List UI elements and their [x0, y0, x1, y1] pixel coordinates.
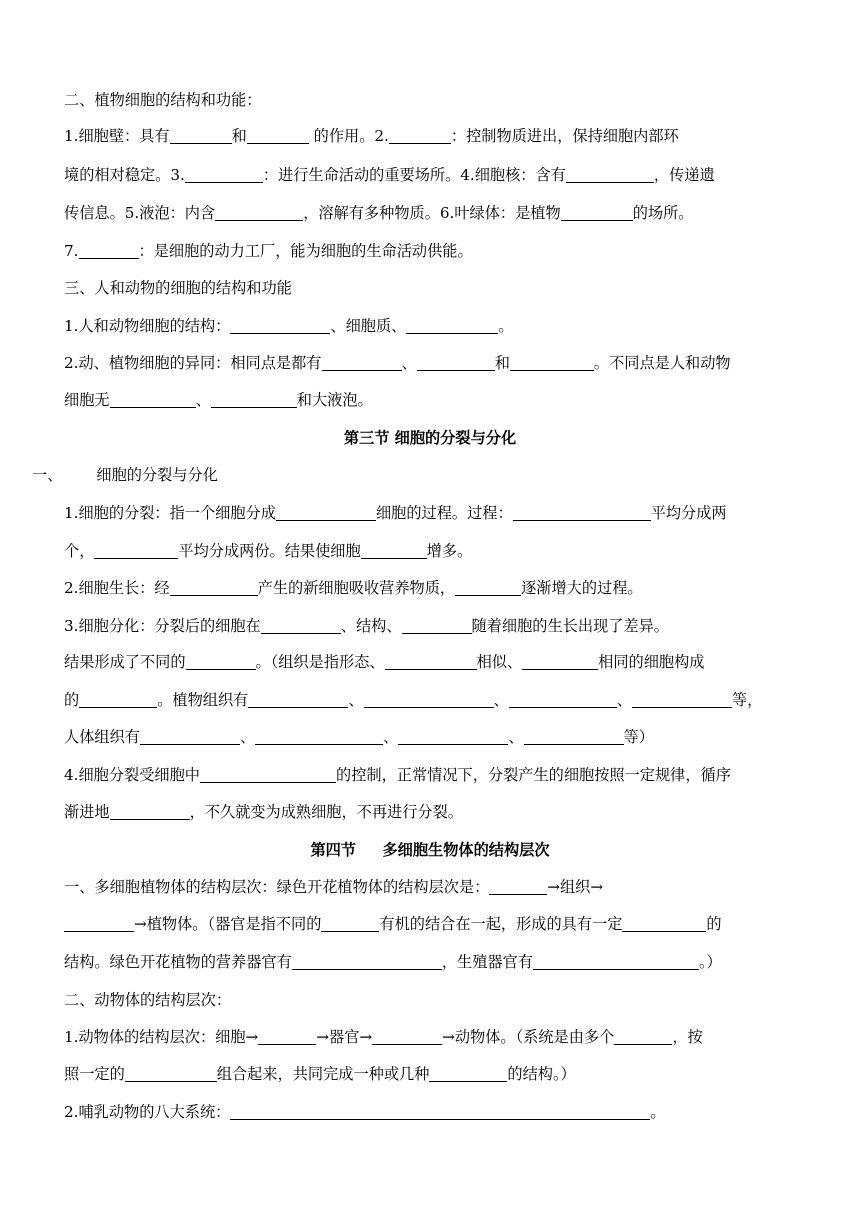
text-line: 4.细胞分裂受细胞中 的控制，正常情况下，分裂产生的细胞按照一定规律，循序 — [64, 766, 731, 784]
text-line: 结果形成了不同的 。（组织是指形态、 相似、 相同的细胞构成 — [64, 653, 705, 671]
fill-blank[interactable] — [261, 617, 341, 634]
fill-blank[interactable] — [110, 803, 190, 820]
fill-blank[interactable] — [622, 915, 706, 932]
section-title-plant-cell: 二、植物细胞的结构和功能： — [64, 91, 262, 109]
text-line: 2.细胞生长：经 产生的新细胞吸收营养物质， 逐渐增大的过程。 — [64, 579, 643, 597]
fill-blank[interactable] — [248, 691, 348, 708]
fill-blank[interactable] — [186, 653, 256, 670]
fill-blank[interactable] — [140, 728, 240, 745]
fill-blank[interactable] — [64, 915, 134, 932]
fill-blank[interactable] — [94, 542, 178, 559]
fill-blank[interactable] — [364, 691, 494, 708]
fill-blank[interactable] — [429, 1065, 507, 1082]
fill-blank[interactable] — [398, 728, 508, 745]
fill-blank[interactable] — [406, 317, 498, 334]
text-line: 的 。植物组织有 、 、 、 等， — [64, 691, 763, 709]
text-line: 1.人和动物细胞的结构： 、细胞质、 。 — [64, 317, 514, 335]
section-heading-cell-division: 第三节 细胞的分裂与分化 — [343, 429, 517, 447]
fill-blank[interactable] — [110, 391, 196, 408]
fill-blank[interactable] — [402, 617, 472, 634]
text-line: 3.细胞分化：分裂后的细胞在 、结构、 随着细胞的生长出现了差异。 — [64, 617, 669, 635]
text-line: 2.哺乳动物的八大系统： 。 — [64, 1103, 666, 1121]
text-line: 一、多细胞植物体的结构层次：绿色开花植物体的结构层次是： →组织→ — [64, 878, 604, 896]
text-line: 1.细胞壁：具有 和 的作用。2. ：控制物质进出，保持细胞内部环 — [64, 127, 679, 145]
text-line: 细胞无 、 和大液泡。 — [64, 391, 373, 409]
text-line: 1.动物体的结构层次：细胞→ →器官→ →动物体。（系统是由多个 ，按 — [64, 1028, 703, 1046]
fill-blank[interactable] — [489, 878, 547, 895]
fill-blank[interactable] — [276, 504, 376, 521]
fill-blank[interactable] — [79, 242, 139, 259]
fill-blank[interactable] — [533, 953, 699, 970]
section-title-animal-cell: 三、人和动物的细胞的结构和功能 — [64, 279, 292, 297]
fill-blank[interactable] — [258, 1028, 316, 1045]
text-line: 1.细胞的分裂：指一个细胞分成 细胞的过程。过程： 平均分成两 — [64, 504, 727, 522]
text-line: 传信息。5.液泡：内含 ，溶解有多种物质。6.叶绿体：是植物 的场所。 — [64, 204, 694, 222]
fill-blank[interactable] — [185, 166, 263, 183]
fill-blank[interactable] — [230, 317, 330, 334]
fill-blank[interactable] — [389, 127, 451, 144]
fill-blank[interactable] — [561, 204, 633, 221]
fill-blank[interactable] — [417, 354, 495, 371]
fill-blank[interactable] — [566, 166, 654, 183]
fill-blank[interactable] — [322, 354, 402, 371]
fill-blank[interactable] — [255, 728, 383, 745]
fill-blank[interactable] — [247, 127, 309, 144]
fill-blank[interactable] — [632, 691, 732, 708]
fill-blank[interactable] — [524, 728, 624, 745]
fill-blank[interactable] — [230, 1103, 650, 1120]
fill-blank[interactable] — [361, 542, 427, 559]
fill-blank[interactable] — [321, 915, 379, 932]
text-line: 2.动、植物细胞的异同：相同点是都有 、 和 。不同点是人和动物 — [64, 354, 731, 372]
fill-blank[interactable] — [614, 1028, 672, 1045]
text-line: →植物体。（器官是指不同的 有机的结合在一起，形成的具有一定 的 — [64, 914, 722, 934]
fill-blank[interactable] — [385, 653, 477, 670]
fill-blank[interactable] — [211, 391, 297, 408]
fill-blank[interactable] — [215, 204, 303, 221]
text-line: 7. ：是细胞的动力工厂，能为细胞的生命活动供能。 — [64, 242, 473, 260]
text-line: 渐进地 ，不久就变为成熟细胞，不再进行分裂。 — [64, 803, 463, 821]
fill-blank[interactable] — [200, 766, 336, 783]
fill-blank[interactable] — [125, 1065, 217, 1082]
section-heading-structure-levels: 第四节 多细胞生物体的结构层次 — [310, 841, 550, 859]
text-line: 照一定的 组合起来，共同完成一种或几种 的结构。） — [64, 1065, 576, 1083]
text-line: 结构。绿色开花植物的营养器官有 ，生殖器官有 。） — [64, 953, 722, 971]
subsection-title: 一、 细胞的分裂与分化 — [32, 466, 218, 484]
section-title-animal-structure: 二、动物体的结构层次： — [64, 991, 232, 1009]
fill-blank[interactable] — [509, 691, 617, 708]
text-line: 人体组织有 、 、 、 等） — [64, 728, 654, 746]
text-line: 境的相对稳定。3. ：进行生命活动的重要场所。4.细胞核：含有 ，传递遗 — [64, 166, 715, 184]
fill-blank[interactable] — [292, 953, 442, 970]
text-line: 个， 平均分成两份。结果使细胞 增多。 — [64, 542, 473, 560]
fill-blank[interactable] — [510, 354, 594, 371]
fill-blank[interactable] — [455, 579, 521, 596]
fill-blank[interactable] — [522, 653, 598, 670]
fill-blank[interactable] — [79, 691, 157, 708]
fill-blank[interactable] — [170, 127, 232, 144]
fill-blank[interactable] — [372, 1028, 442, 1045]
fill-blank[interactable] — [170, 579, 258, 596]
fill-blank[interactable] — [513, 504, 651, 521]
